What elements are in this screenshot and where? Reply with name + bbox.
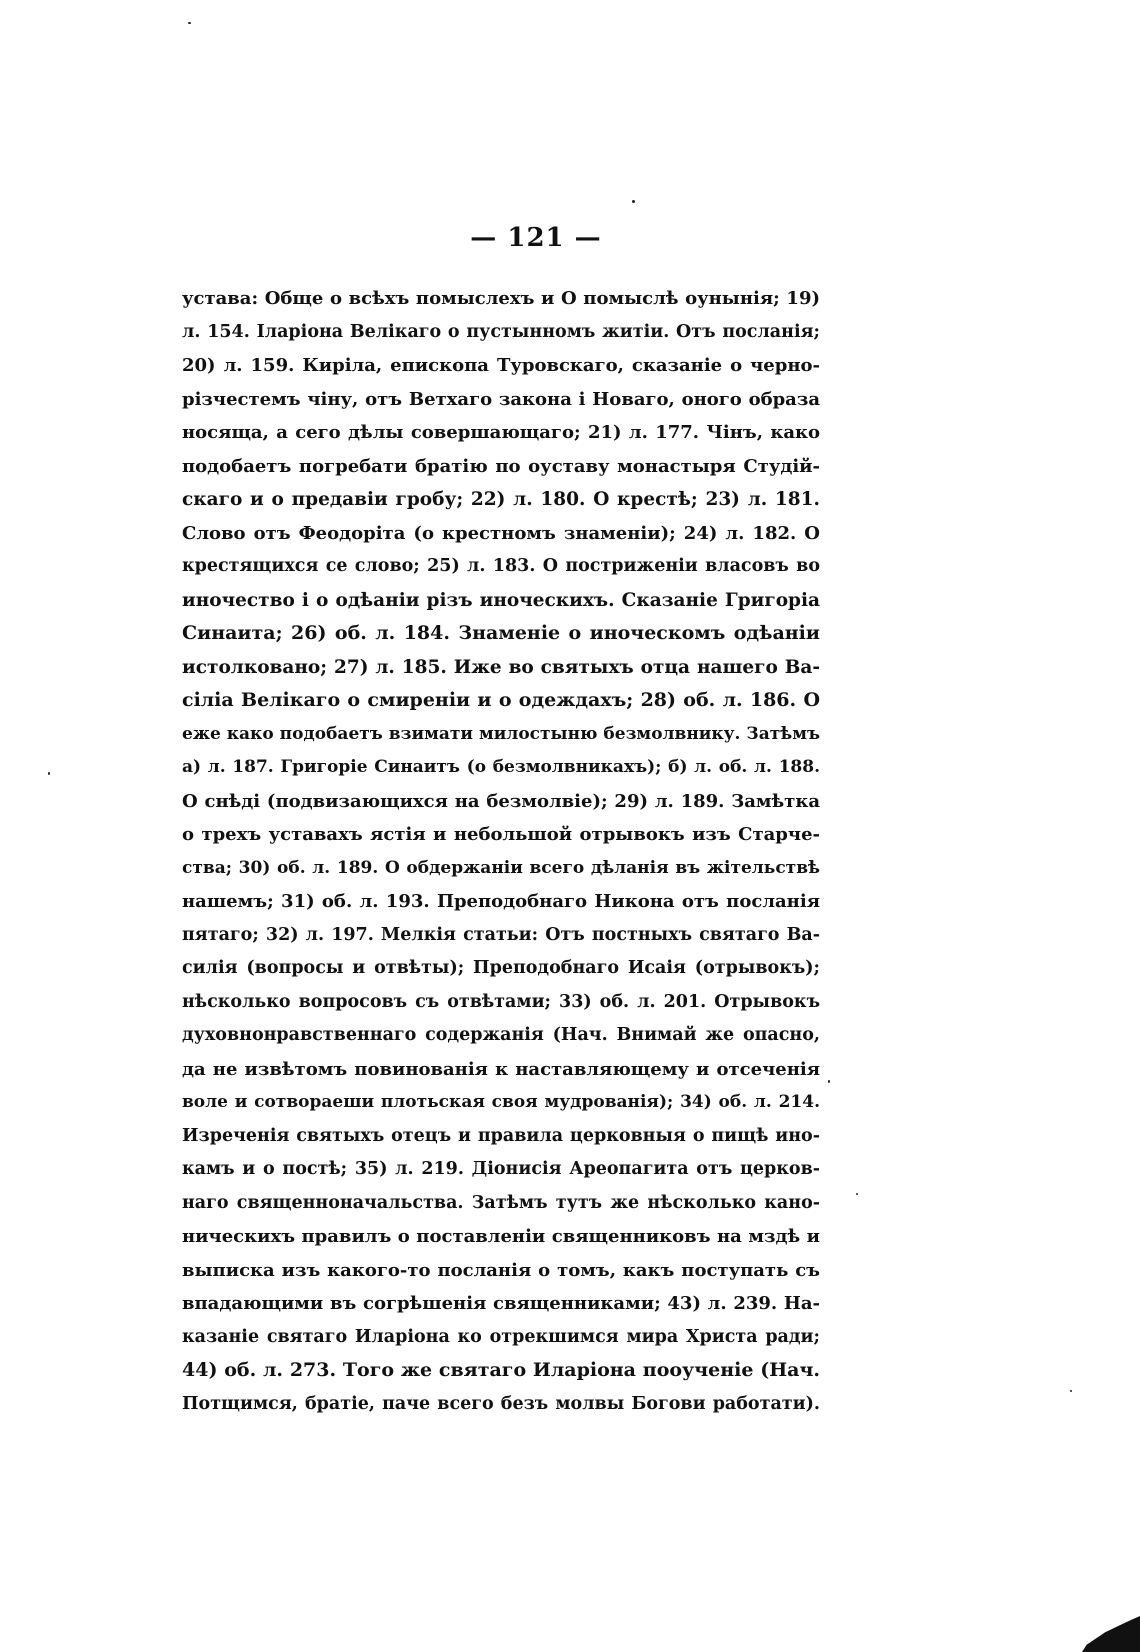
text-line: 44) об. л. 273. Того же святаго Иларіона пооученіе (Нач.: [182, 1359, 820, 1381]
text-line: впадающими въ согрѣшенія священниками; 43) л. 239. На-: [182, 1293, 820, 1314]
text-line: сіліа Велікаго о смиреніи и о одеждахъ; 28) об. л. 186. О: [182, 689, 820, 711]
text-line: нѣсколько вопросовъ съ отвѣтами; 33) об. л. 201. Отрывокъ: [182, 991, 820, 1012]
scan-speck: [188, 22, 191, 24]
text-line: казаніе святаго Иларіона ко отрекшимся мира Христа ради;: [182, 1326, 820, 1347]
scan-corner-smudge: [1082, 1616, 1140, 1652]
body-text: [182, 282, 820, 1421]
text-line: силія (вопросы и отвѣты); Преподобнаго Исаія (отрывокъ);: [182, 958, 820, 978]
text-line: устава: Обще о всѣхъ помыслехъ и О помыслѣ оунынія; 19): [182, 288, 820, 309]
scan-speck: [1070, 1390, 1072, 1392]
scan-speck: [48, 772, 50, 775]
text-line: Потщимся, братіе, паче всего безъ молвы Богови работати).: [182, 1393, 820, 1414]
text-line: подобаетъ погребати братію по оуставу монастыря Студій-: [182, 455, 820, 477]
text-line: о трехъ уставахъ ястія и небольшой отрывокъ изъ Старче-: [182, 824, 820, 845]
text-line: л. 154. Іларіона Велікаго о пустынномъ житіи. Отъ посланія;: [182, 321, 820, 342]
text-line: наго священноначальства. Затѣмъ тутъ же нѣсколько кано-: [182, 1192, 820, 1213]
text-line: крестящихся се слово; 25) л. 183. О постриженіи власовъ во: [182, 556, 820, 576]
text-line: нашемъ; 31) об. л. 193. Преподобнаго Никона отъ посланія: [182, 891, 820, 912]
page-number: — 121 —: [470, 223, 602, 253]
text-line: духовнонравственнаго содержанія (Нач. Внимай же опасно,: [182, 1025, 820, 1045]
text-line: Изреченія святыхъ отецъ и правила церковныя о пищѣ ино-: [182, 1125, 820, 1146]
text-line: а) л. 187. Григоріе Синаитъ (о безмолвникахъ); б) л. об. л. 188.: [182, 757, 820, 777]
text-line: воле и сотвораеши плотьская своя мудрованія); 34) об. л. 214.: [182, 1092, 820, 1112]
text-line: да не извѣтомъ повинованія к наставляющему и отсеченія: [182, 1058, 820, 1080]
text-line: еже како подобаетъ взимати милостыню безмолвнику. Затѣмъ: [182, 723, 820, 744]
scan-speck: [632, 200, 635, 203]
text-line: иночество і о одѣаніи різъ иноческихъ. Сказаніе Григоріа: [182, 589, 820, 611]
text-line: Синаита; 26) об. л. 184. Знаменіе о иноческомъ одѣаніи: [182, 622, 820, 644]
text-line: різчестемъ чіну, отъ Ветхаго закона і Новаго, оного образа: [182, 388, 820, 410]
text-line: ническихъ правилъ о поставленіи священниковъ на мздѣ и: [182, 1226, 820, 1247]
text-line: камъ и о постѣ; 35) л. 219. Діонисія Ареопагита отъ церков-: [182, 1159, 820, 1179]
text-line: пятаго; 32) л. 197. Мелкія статьи: Отъ постныхъ святаго Ва-: [182, 924, 820, 945]
text-line: Слово отъ Феодоріта (о крестномъ знаменіи); 24) л. 182. О: [182, 522, 820, 544]
text-line: носяща, а сего дѣлы совершающаго; 21) л. 177. Чінъ, како: [182, 422, 820, 443]
text-line: истолковано; 27) л. 185. Иже во святыхъ отца нашего Ва-: [182, 656, 820, 678]
text-line: ства; 30) об. л. 189. О обдержаніи всего дѣланія въ жітельствѣ: [182, 857, 820, 878]
text-line: О снѣді (подвизающихся на безмолвіе); 29) л. 189. Замѣтка: [182, 790, 820, 812]
scan-speck: [828, 1080, 830, 1083]
text-line: выписка изъ какого-то посланія о томъ, какъ поступать съ: [182, 1259, 820, 1281]
text-line: скаго и о предавіи гробу; 22) л. 180. О крестѣ; 23) л. 181.: [182, 489, 820, 510]
text-line: 20) л. 159. Кирiла, епископа Туровскаго, сказаніе о черно-: [182, 355, 820, 376]
scan-speck: [856, 1193, 858, 1195]
